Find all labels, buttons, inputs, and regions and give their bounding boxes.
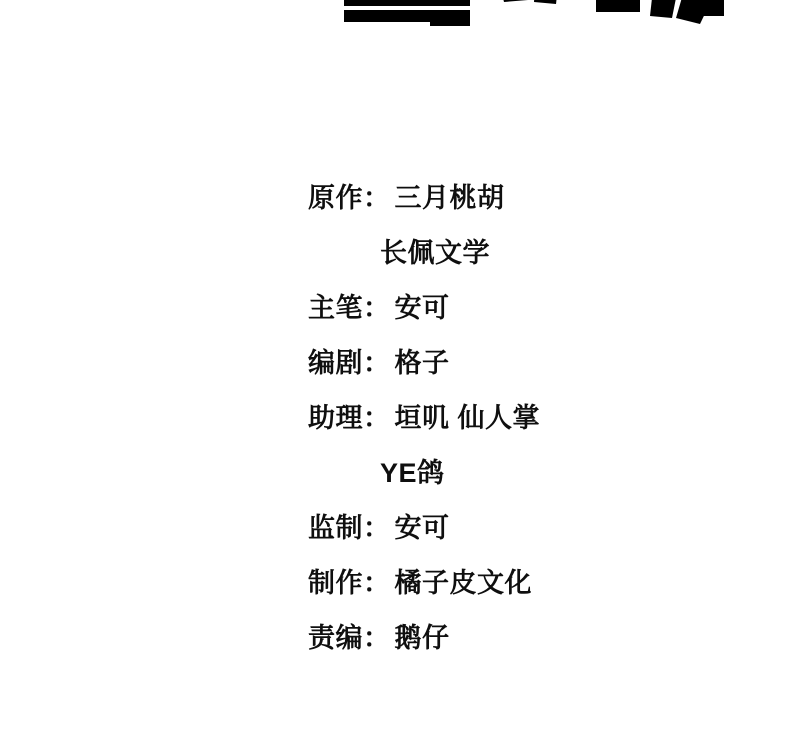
credit-row — [308, 620, 768, 656]
credit-row — [308, 565, 768, 601]
credit-label: 责编： — [308, 623, 391, 653]
credit-label: 编剧： — [308, 348, 391, 378]
credit-row — [308, 400, 768, 436]
credit-label: 主笔： — [308, 293, 391, 323]
credit-label: 助理： — [308, 403, 391, 433]
credit-row — [308, 345, 768, 381]
credit-row — [308, 510, 768, 546]
credit-value: 安可 — [394, 293, 450, 323]
credit-value: YE鸽 — [380, 458, 445, 488]
credit-label: 制作： — [308, 568, 391, 598]
credit-value: 垣叽 仙人掌 — [394, 403, 541, 433]
credit-label: 监制： — [308, 513, 391, 543]
credit-value: 长佩文学 — [380, 238, 490, 268]
chapter-title-logo — [0, 0, 800, 40]
credit-value: 三月桃胡 — [394, 183, 505, 213]
credit-value: 格子 — [394, 348, 450, 378]
credit-row — [308, 180, 768, 216]
credit-row — [380, 455, 768, 491]
credit-label: 原作： — [308, 183, 391, 213]
credits-block — [308, 180, 768, 675]
credit-row — [308, 290, 768, 326]
credit-value: 橘子皮文化 — [394, 568, 532, 598]
credit-row — [380, 235, 768, 271]
credit-value: 安可 — [394, 513, 450, 543]
credit-value: 鹅仔 — [394, 623, 450, 653]
